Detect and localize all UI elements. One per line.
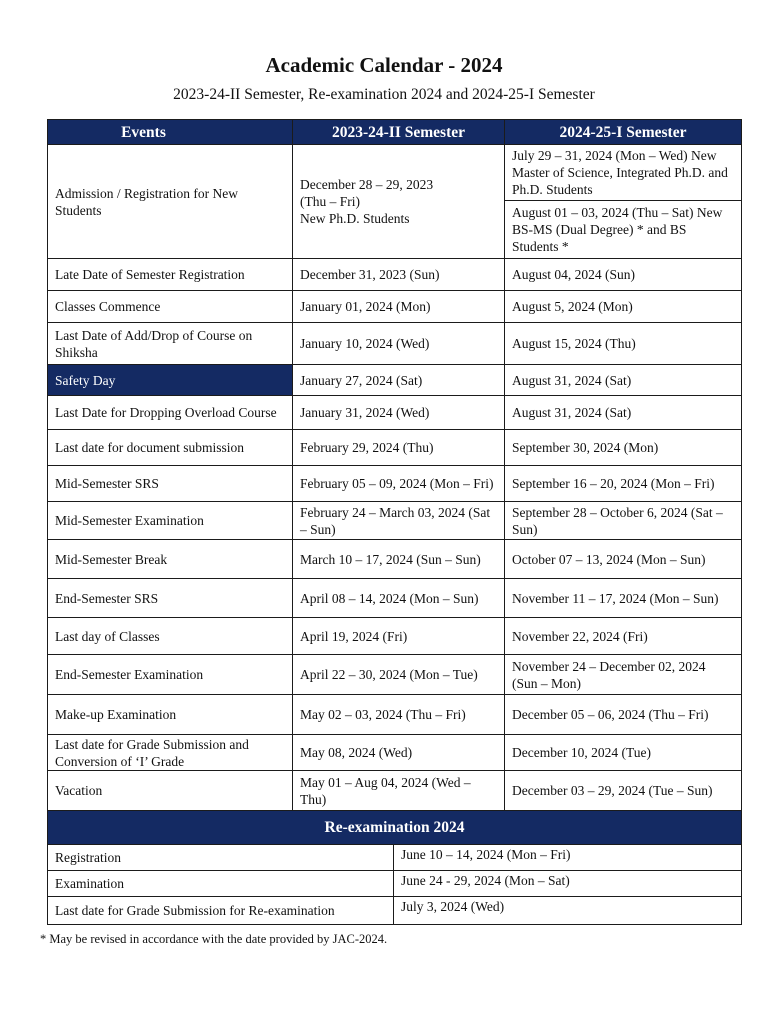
reexam-title: Re-examination 2024: [48, 811, 742, 845]
sem2-date: December 28 – 29, 2023: [300, 177, 434, 192]
sem1-cell: July 29 – 31, 2024 (Mon – Wed) New Master of Science, Integrated Ph.D. and Ph.D. Students: [505, 145, 742, 201]
table-row: [48, 771, 742, 811]
page-title: Academic Calendar - 2024: [265, 53, 503, 77]
sem2-cell: December 31, 2023 (Sun): [293, 259, 505, 291]
table-row: [48, 291, 742, 323]
table-row: [48, 897, 742, 925]
table-row: [48, 259, 742, 291]
sem1-cell: September 16 – 20, 2024 (Mon – Fri): [505, 466, 742, 502]
event-cell: Last date for Grade Submission and Conversion of ‘I’ Grade: [48, 735, 293, 771]
footnote: * May be revised in accordance with the date provided by JAC-2024.: [40, 932, 388, 946]
event-cell: Mid-Semester SRS: [48, 466, 293, 502]
table-row: [48, 365, 742, 396]
sem2-cell: January 01, 2024 (Mon): [293, 291, 505, 323]
reexam-header-row: [48, 811, 742, 845]
event-cell: Mid-Semester Break: [48, 540, 293, 579]
reexam-date-cell: June 24 - 29, 2024 (Mon – Sat): [394, 871, 742, 897]
event-cell: End-Semester Examination: [48, 655, 293, 695]
reexam-event-cell: Registration: [48, 845, 394, 871]
event-cell: Last Date for Dropping Overload Course: [48, 396, 293, 430]
reexam-event-cell: Examination: [48, 871, 394, 897]
sem2-cell: April 19, 2024 (Fri): [293, 618, 505, 655]
table-row: [48, 502, 742, 540]
sem1-cell: December 10, 2024 (Tue): [505, 735, 742, 771]
sem1-cell: September 30, 2024 (Mon): [505, 430, 742, 466]
table-header-row: [48, 120, 742, 145]
sem1-cell: August 01 – 03, 2024 (Thu – Sat) New BS-MS (Dual Degree) * and BS Students *: [505, 201, 742, 259]
event-cell: Admission / Registration for New Students: [48, 145, 293, 259]
sem2-cell: January 10, 2024 (Wed): [293, 323, 505, 365]
sem2-cell: January 31, 2024 (Wed): [293, 396, 505, 430]
reexam-date-cell: July 3, 2024 (Wed): [394, 897, 742, 925]
table-row: [48, 695, 742, 735]
header-sem-2024-25-i: 2024-25-I Semester: [505, 120, 742, 145]
table-row: [48, 618, 742, 655]
sem2-cell: February 05 – 09, 2024 (Mon – Fri): [293, 466, 505, 502]
sem2-cell: February 29, 2024 (Thu): [293, 430, 505, 466]
table-row: [48, 579, 742, 618]
event-cell: Last Date of Add/Drop of Course on Shiksha: [48, 323, 293, 365]
table-row: [48, 845, 742, 871]
sem1-cell: November 11 – 17, 2024 (Mon – Sun): [505, 579, 742, 618]
table-row: [48, 466, 742, 502]
sem2-cell: April 08 – 14, 2024 (Mon – Sun): [293, 579, 505, 618]
table-row: [48, 540, 742, 579]
event-cell: Late Date of Semester Registration: [48, 259, 293, 291]
header-events: Events: [48, 120, 293, 145]
sem1-cell: August 31, 2024 (Sat): [505, 365, 742, 396]
sem2-cell: January 27, 2024 (Sat): [293, 365, 505, 396]
header-sem-2023-24-ii: 2023-24-II Semester: [293, 120, 505, 145]
sem1-cell: October 07 – 13, 2024 (Mon – Sun): [505, 540, 742, 579]
event-cell: Make-up Examination: [48, 695, 293, 735]
event-cell: Mid-Semester Examination: [48, 502, 293, 540]
sem1-cell: September 28 – October 6, 2024 (Sat – Sun): [505, 502, 742, 540]
sem1-cell: November 24 – December 02, 2024 (Sun – Mon): [505, 655, 742, 695]
table-row: [48, 145, 742, 201]
reexam-event-cell: Last date for Grade Submission for Re-examination: [48, 897, 394, 925]
event-cell: End-Semester SRS: [48, 579, 293, 618]
event-cell: Vacation: [48, 771, 293, 811]
sem2-cell: February 24 – March 03, 2024 (Sat – Sun): [293, 502, 505, 540]
table-row: [48, 871, 742, 897]
sem1-cell: August 31, 2024 (Sat): [505, 396, 742, 430]
table-row: [48, 323, 742, 365]
table-row: [48, 735, 742, 771]
sem1-cell: December 03 – 29, 2024 (Tue – Sun): [505, 771, 742, 811]
event-cell-safety-day: Safety Day: [48, 365, 293, 396]
sem2-cell: April 22 – 30, 2024 (Mon – Tue): [293, 655, 505, 695]
event-cell: Classes Commence: [48, 291, 293, 323]
sem2-cell: May 01 – Aug 04, 2024 (Wed – Thu): [293, 771, 505, 811]
table-row: [48, 430, 742, 466]
sem2-note: New Ph.D. Students: [300, 211, 410, 226]
sem2-cell: March 10 – 17, 2024 (Sun – Sun): [293, 540, 505, 579]
sem2-cell: [293, 145, 505, 259]
reexam-table: [47, 810, 742, 925]
table-row: [48, 655, 742, 695]
sem1-cell: November 22, 2024 (Fri): [505, 618, 742, 655]
reexam-date-cell: June 10 – 14, 2024 (Mon – Fri): [394, 845, 742, 871]
sem1-cell: August 15, 2024 (Thu): [505, 323, 742, 365]
calendar-table: [47, 119, 742, 811]
page-subtitle: 2023-24-II Semester, Re-examination 2024 and 2024-25-I Semester: [173, 86, 595, 103]
sem2-days: (Thu – Fri): [300, 194, 360, 209]
sem1-cell: August 5, 2024 (Mon): [505, 291, 742, 323]
sem1-cell: December 05 – 06, 2024 (Thu – Fri): [505, 695, 742, 735]
event-cell: Last day of Classes: [48, 618, 293, 655]
event-cell: Last date for document submission: [48, 430, 293, 466]
sem2-cell: May 02 – 03, 2024 (Thu – Fri): [293, 695, 505, 735]
table-row: [48, 396, 742, 430]
sem1-cell: August 04, 2024 (Sun): [505, 259, 742, 291]
sem2-cell: May 08, 2024 (Wed): [293, 735, 505, 771]
